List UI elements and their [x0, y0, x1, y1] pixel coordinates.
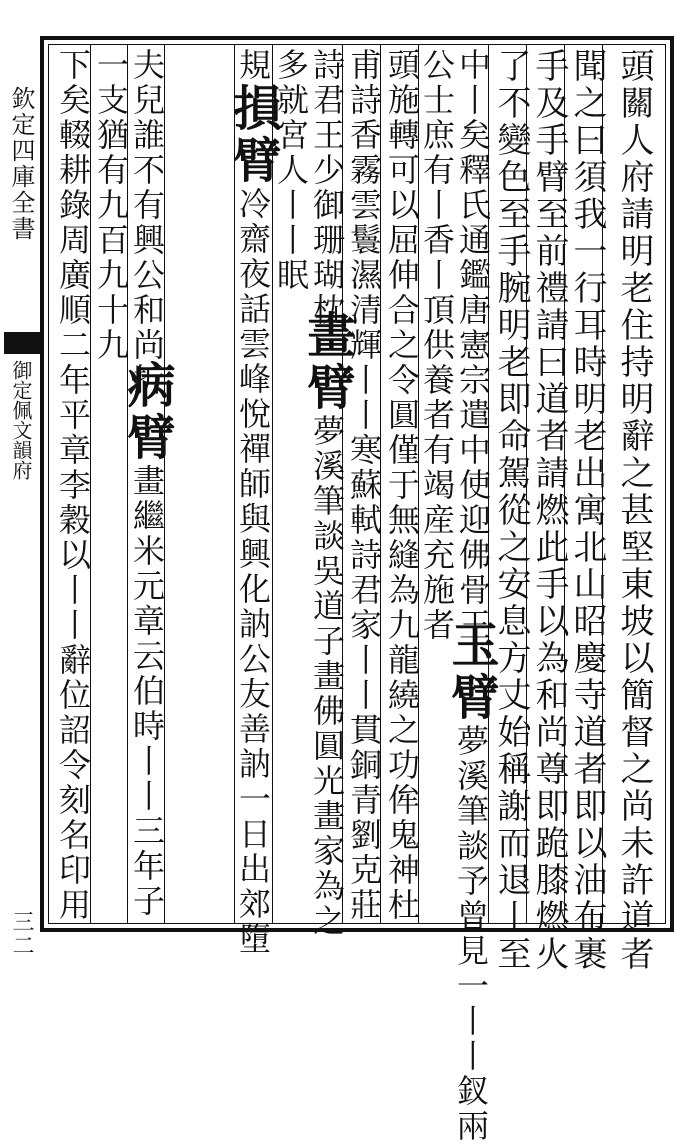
- text-column-10: 多就宮人丨丨眠: [272, 48, 310, 293]
- text-column-9: 詩君王少御珊瑚枕: [308, 48, 346, 328]
- headword-block-huabi: [274, 310, 355, 939]
- entry-sunbi: 冷齋夜話雲峰悅禪師與興化訥公友善訥一日出郊墮: [234, 187, 272, 957]
- text-column-3: 手及手臂至前禮請曰道者請燃此手以為和尚尊即跪膝燃火: [529, 48, 569, 973]
- headword-block-sunbi: 規損臂冷齋夜話雲峰悅禪師與興化訥公友善訥一日出郊墮: [225, 48, 281, 957]
- headword-bingbi: 病臂: [119, 360, 175, 464]
- text-column-16: 下矣輟耕錄周廣順二年平章李穀以丨丨辭位詔令刻名印用: [54, 48, 92, 923]
- text-column-2: 聞之曰須我一行耳時明老出寓北山昭慶寺道者即以油布裹: [567, 48, 607, 973]
- page-number: 三二: [9, 910, 34, 958]
- text-column-5: 中丨矣釋氏通鑑唐憲宗遣中使迎佛骨王: [454, 48, 492, 643]
- text-column-6: 公士庶有丨香丨頂供養者有竭産充施者: [418, 48, 456, 643]
- headword-block-yubi: [420, 620, 499, 1144]
- headword-block-bingbi: [94, 360, 175, 920]
- fish-tail-mark: [4, 332, 40, 354]
- text-column-4: 了不變色至手腕明老即命駕從之安息方丈始稱謝而退丨至: [491, 48, 531, 973]
- book-title: 欽定四庫全書: [7, 86, 35, 242]
- text-column-1: 頭關人府請明老住持明辭之甚堅東坡以簡督之尚未許道者: [614, 48, 654, 973]
- text-column-7: 頭施轉可以屈伸合之令圓僅于無縫為九龍繞之功侔鬼神杜: [383, 48, 421, 923]
- entry-bingbi: 畫繼米元章云伯時丨丨三年子: [128, 464, 166, 919]
- text-column-8: 甫詩香霧雲鬟濕清輝丨丨寒蘇軾詩君家丨丨貫銅青劉克莊: [345, 48, 383, 923]
- text-column-14: 一支猶有九百九十九: [92, 48, 130, 363]
- volume-title: 御定佩文韻府: [9, 360, 33, 480]
- headword-huabi: 畫臂: [299, 310, 355, 414]
- text-column-13: 夫兒誰不有興公和尚折: [128, 48, 166, 398]
- headword-sunbi: 損臂: [225, 83, 281, 187]
- headword-yubi: 玉臂: [443, 620, 499, 724]
- page-margin-strip: [0, 40, 44, 958]
- entry-yubi: 夢溪筆談予曾見一丨丨釵兩: [452, 724, 490, 1144]
- entry-huabi: 夢溪筆談吳道子畫佛圓光畫家為之: [308, 414, 346, 939]
